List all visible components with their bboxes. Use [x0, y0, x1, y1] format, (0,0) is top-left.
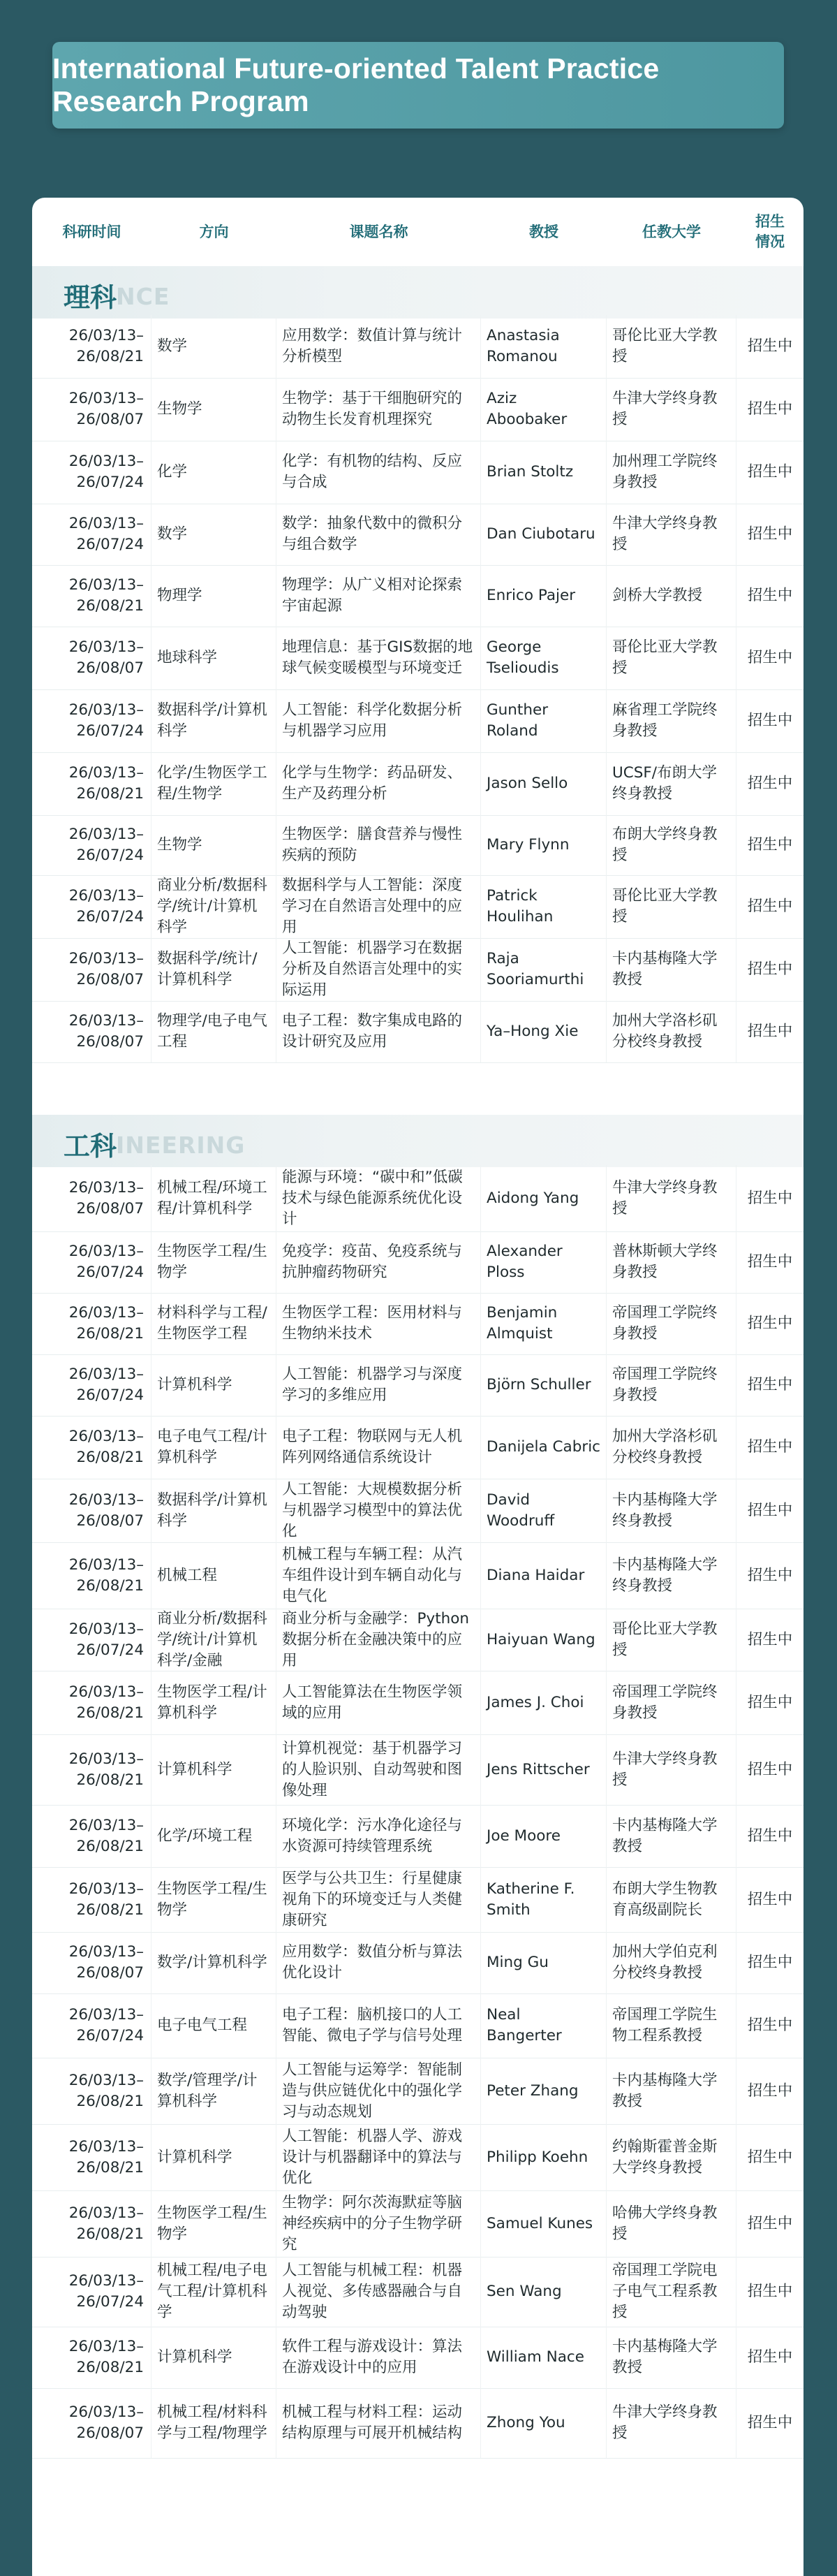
- header-university: 任教大学: [642, 223, 701, 240]
- cell-research-time: 26/03/13– 26/08/07: [32, 2388, 151, 2458]
- header-status: 招生 情况: [755, 213, 785, 250]
- cell-research-time: 26/03/13– 26/08/07: [32, 1479, 151, 1542]
- cell-university: 约翰斯霍普金斯大学终身教授: [607, 2124, 736, 2190]
- cell-status: 招生中: [747, 898, 793, 915]
- cell-direction: 化学: [151, 441, 276, 504]
- cell-university: 牛津大学终身教授: [607, 1734, 736, 1805]
- cell-direction: 机械工程/电子电气工程/计算机科学: [151, 2257, 276, 2327]
- cell-status: 招生中: [747, 649, 793, 666]
- header-time: 科研时间: [62, 223, 121, 240]
- cell-professor: Raja Sooriamurthi: [481, 938, 607, 1001]
- table-row: [32, 1479, 803, 1543]
- cell-university: 卡内基梅隆大学终身教授: [607, 1542, 736, 1609]
- section-watermark-text: INEERING: [116, 1132, 246, 1159]
- cell-direction: 数据科学/统计/计算机科学: [151, 938, 276, 1001]
- cell-university: 牛津大学终身教授: [607, 1165, 736, 1231]
- cell-professor: Samuel Kunes: [481, 2190, 607, 2257]
- cell-direction: 生物医学工程/生物学: [151, 1231, 276, 1293]
- cell-topic: 免疫学：疫苗、免疫系统与抗肿瘤药物研究: [276, 1231, 481, 1293]
- course-table-card: [32, 198, 803, 2576]
- cell-university: 卡内基梅隆大学教授: [607, 938, 736, 1001]
- cell-topic: 商业分析与金融学：Python数据分析在金融决策中的应用: [276, 1609, 481, 1671]
- cell-professor: Haiyuan Wang: [481, 1609, 607, 1671]
- cell-research-time: 26/03/13– 26/08/21: [32, 1542, 151, 1609]
- cell-direction: 电子电气工程: [151, 1993, 276, 2058]
- cell-status: 招生中: [747, 2017, 793, 2034]
- cell-status: 招生中: [747, 1827, 793, 1845]
- cell-topic: 人工智能：机器学习在数据分析及自然语言处理中的实际运用: [276, 938, 481, 1001]
- cell-university: 加州理工学院终身教授: [607, 441, 736, 504]
- table-row: [32, 627, 803, 690]
- cell-status: 招生中: [747, 712, 793, 729]
- cell-professor: Philipp Koehn: [481, 2124, 607, 2190]
- cell-professor: William Nace: [481, 2327, 607, 2388]
- cell-topic: 数据科学与人工智能：深度学习在自然语言处理中的应用: [276, 875, 481, 938]
- cell-professor: James J. Choi: [481, 1671, 607, 1734]
- cell-university: 卡内基梅隆大学终身教授: [607, 1479, 736, 1542]
- table-row: [32, 1293, 803, 1355]
- cell-status: 招生中: [747, 1189, 793, 1207]
- program-banner: [52, 42, 784, 129]
- cell-university: 帝国理工学院生物工程系教授: [607, 1993, 736, 2058]
- cell-research-time: 26/03/13– 26/07/24: [32, 1993, 151, 2058]
- cell-topic: 人工智能：大规模数据分析与机器学习模型中的算法优化: [276, 1479, 481, 1542]
- cell-direction: 数学/计算机科学: [151, 1932, 276, 1993]
- cell-direction: 生物医学工程/计算机科学: [151, 1671, 276, 1734]
- cell-professor: Jens Rittscher: [481, 1734, 607, 1805]
- cell-research-time: 26/03/13– 26/08/21: [32, 1293, 151, 1354]
- cell-topic: 人工智能与运筹学：智能制造与供应链优化中的强化学习与动态规划: [276, 2058, 481, 2124]
- table-row: [32, 378, 803, 441]
- cell-professor: Neal Bangerter: [481, 1993, 607, 2058]
- header-topic: 课题名称: [349, 223, 408, 240]
- cell-direction: 化学/环境工程: [151, 1805, 276, 1867]
- cell-topic: 医学与公共卫生：行星健康视角下的环境变迁与人类健康研究: [276, 1867, 481, 1932]
- cell-status: 招生中: [747, 1023, 793, 1040]
- table-row: [32, 2190, 803, 2257]
- cell-research-time: 26/03/13– 26/08/07: [32, 1001, 151, 1062]
- cell-direction: 计算机科学: [151, 2327, 276, 2388]
- cell-research-time: 26/03/13– 26/08/21: [32, 2327, 151, 2388]
- cell-professor: Ming Gu: [481, 1932, 607, 1993]
- table-row: [32, 2058, 803, 2125]
- cell-topic: 电子工程：脑机接口的人工智能、微电子学与信号处理: [276, 1993, 481, 2058]
- cell-direction: 数学: [151, 315, 276, 378]
- cell-topic: 能源与环境：“碳中和”低碳技术与绿色能源系统优化设计: [276, 1165, 481, 1231]
- cell-university: 帝国理工学院终身教授: [607, 1354, 736, 1416]
- cell-topic: 生物学：阿尔茨海默症等脑神经疾病中的分子生物学研究: [276, 2190, 481, 2257]
- cell-direction: 机械工程: [151, 1542, 276, 1609]
- cell-status: 招生中: [747, 1693, 793, 1711]
- cell-topic: 化学与生物学：药品研发、生产及药理分析: [276, 752, 481, 815]
- cell-university: 加州大学洛杉矶分校终身教授: [607, 1001, 736, 1062]
- cell-status: 招生中: [747, 1566, 793, 1584]
- table-row: [32, 1805, 803, 1868]
- cell-direction: 计算机科学: [151, 1734, 276, 1805]
- cell-direction: 计算机科学: [151, 1354, 276, 1416]
- cell-professor: Diana Haidar: [481, 1542, 607, 1609]
- cell-research-time: 26/03/13– 26/08/21: [32, 1734, 151, 1805]
- cell-university: 卡内基梅隆大学教授: [607, 2058, 736, 2124]
- cell-topic: 人工智能：科学化数据分析与机器学习应用: [276, 689, 481, 752]
- cell-university: 加州大学伯克利分校终身教授: [607, 1932, 736, 1993]
- cell-topic: 软件工程与游戏设计：算法在游戏设计中的应用: [276, 2327, 481, 2388]
- table-row: [32, 1734, 803, 1806]
- cell-status: 招生中: [747, 1760, 793, 1778]
- cell-status: 招生中: [747, 2414, 793, 2431]
- cell-research-time: 26/03/13– 26/08/21: [32, 1416, 151, 1479]
- cell-university: 布朗大学终身教授: [607, 815, 736, 875]
- cell-status: 招生中: [747, 836, 793, 854]
- cell-university: 哥伦比亚大学教授: [607, 627, 736, 689]
- table-row: [32, 1671, 803, 1735]
- cell-status: 招生中: [747, 587, 793, 604]
- cell-professor: Dan Ciubotaru: [481, 504, 607, 565]
- table-row: [32, 1354, 803, 1417]
- cell-research-time: 26/03/13– 26/08/21: [32, 2058, 151, 2124]
- cell-topic: 人工智能：机器学习与深度学习的多维应用: [276, 1354, 481, 1416]
- cell-professor: Ya–Hong Xie: [481, 1001, 607, 1062]
- cell-status: 招生中: [747, 2283, 793, 2300]
- cell-topic: 人工智能：机器人学、游戏设计与机器翻译中的算法与优化: [276, 2124, 481, 2190]
- table-row: [32, 875, 803, 939]
- cell-professor: Anastasia Romanou: [481, 315, 607, 378]
- cell-research-time: 26/03/13– 26/08/21: [32, 1671, 151, 1734]
- cell-research-time: 26/03/13– 26/07/24: [32, 1354, 151, 1416]
- cell-topic: 应用数学：数值分析与算法优化设计: [276, 1932, 481, 1993]
- cell-university: 加州大学洛杉矶分校终身教授: [607, 1416, 736, 1479]
- cell-research-time: 26/03/13– 26/08/07: [32, 1932, 151, 1993]
- cell-direction: 数学: [151, 504, 276, 565]
- cell-professor: Patrick Houlihan: [481, 875, 607, 938]
- cell-status: 招生中: [747, 775, 793, 792]
- cell-university: 哈佛大学终身教授: [607, 2190, 736, 2257]
- cell-professor: Benjamin Almquist: [481, 1293, 607, 1354]
- cell-status: 招生中: [747, 400, 793, 418]
- table-row: [32, 1993, 803, 2058]
- table-row: [32, 815, 803, 876]
- section-watermark-text: NCE: [116, 283, 170, 310]
- cell-direction: 生物医学工程/生物学: [151, 2190, 276, 2257]
- cell-research-time: 26/03/13– 26/08/21: [32, 1867, 151, 1932]
- cell-direction: 材料科学与工程/生物医学工程: [151, 1293, 276, 1354]
- cell-university: 帝国理工学院终身教授: [607, 1671, 736, 1734]
- cell-direction: 物理学: [151, 565, 276, 627]
- cell-research-time: 26/03/13– 26/08/07: [32, 378, 151, 441]
- cell-research-time: 26/03/13– 26/08/07: [32, 627, 151, 689]
- cell-university: 卡内基梅隆大学教授: [607, 2327, 736, 2388]
- cell-topic: 生物医学：膳食营养与慢性疾病的预防: [276, 815, 481, 875]
- cell-topic: 物理学：从广义相对论探索宇宙起源: [276, 565, 481, 627]
- cell-professor: Mary Flynn: [481, 815, 607, 875]
- cell-status: 招生中: [747, 1253, 793, 1271]
- cell-university: UCSF/布朗大学终身教授: [607, 752, 736, 815]
- table-row: [32, 689, 803, 753]
- cell-research-time: 26/03/13– 26/07/24: [32, 2257, 151, 2327]
- cell-research-time: 26/03/13– 26/07/24: [32, 689, 151, 752]
- cell-status: 招生中: [747, 337, 793, 355]
- section-label: 理科: [64, 282, 117, 313]
- table-row: [32, 752, 803, 816]
- cell-university: 帝国理工学院电子电气工程系教授: [607, 2257, 736, 2327]
- cell-status: 招生中: [747, 525, 793, 543]
- table-row: [32, 1001, 803, 1063]
- cell-research-time: 26/03/13– 26/07/24: [32, 875, 151, 938]
- table-row: [32, 1165, 803, 1232]
- cell-university: 布朗大学生物教育高级副院长: [607, 1867, 736, 1932]
- cell-status: 招生中: [747, 1376, 793, 1393]
- cell-direction: 机械工程/材料科学与工程/物理学: [151, 2388, 276, 2458]
- table-header-row: [32, 198, 803, 266]
- cell-topic: 地理信息：基于GIS数据的地球气候变暖模型与环境变迁: [276, 627, 481, 689]
- cell-research-time: 26/03/13– 26/08/21: [32, 315, 151, 378]
- cell-university: 牛津大学终身教授: [607, 378, 736, 441]
- cell-direction: 生物医学工程/生物学: [151, 1867, 276, 1932]
- cell-professor: Aziz Aboobaker: [481, 378, 607, 441]
- section-header: [32, 266, 803, 319]
- section-label: 工科: [64, 1131, 117, 1162]
- cell-professor: Aidong Yang: [481, 1165, 607, 1231]
- cell-professor: George Tselioudis: [481, 627, 607, 689]
- table-row: [32, 1542, 803, 1609]
- cell-direction: 数据科学/计算机科学: [151, 689, 276, 752]
- table-row: [32, 2388, 803, 2459]
- cell-professor: Alexander Ploss: [481, 1231, 607, 1293]
- cell-university: 哥伦比亚大学教授: [607, 315, 736, 378]
- cell-direction: 数据科学/计算机科学: [151, 1479, 276, 1542]
- cell-status: 招生中: [747, 1954, 793, 1971]
- cell-direction: 物理学/电子电气工程: [151, 1001, 276, 1062]
- cell-topic: 生物学：基于干细胞研究的动物生长发育机理探究: [276, 378, 481, 441]
- cell-status: 招生中: [747, 2348, 793, 2366]
- table-row: [32, 2124, 803, 2191]
- table-row: [32, 315, 803, 379]
- cell-university: 剑桥大学教授: [607, 565, 736, 627]
- cell-university: 普林斯顿大学终身教授: [607, 1231, 736, 1293]
- cell-direction: 商业分析/数据科学/统计/计算机科学: [151, 875, 276, 938]
- cell-research-time: 26/03/13– 26/08/21: [32, 565, 151, 627]
- cell-professor: Zhong You: [481, 2388, 607, 2458]
- cell-status: 招生中: [747, 463, 793, 481]
- cell-research-time: 26/03/13– 26/08/07: [32, 938, 151, 1001]
- cell-research-time: 26/03/13– 26/08/21: [32, 752, 151, 815]
- cell-topic: 化学：有机物的结构、反应与合成: [276, 441, 481, 504]
- cell-professor: Jason Sello: [481, 752, 607, 815]
- cell-research-time: 26/03/13– 26/08/21: [32, 1805, 151, 1867]
- header-professor: 教授: [529, 223, 558, 240]
- table-row: [32, 565, 803, 627]
- header-direction: 方向: [199, 223, 229, 240]
- cell-direction: 生物学: [151, 378, 276, 441]
- cell-status: 招生中: [747, 2214, 793, 2232]
- cell-topic: 应用数学：数值计算与统计分析模型: [276, 315, 481, 378]
- cell-research-time: 26/03/13– 26/08/21: [32, 2190, 151, 2257]
- cell-research-time: 26/03/13– 26/07/24: [32, 1231, 151, 1293]
- cell-university: 帝国理工学院终身教授: [607, 1293, 736, 1354]
- cell-professor: David Woodruff: [481, 1479, 607, 1542]
- table-row: [32, 1609, 803, 1671]
- cell-topic: 机械工程与车辆工程：从汽车组件设计到车辆自动化与电气化: [276, 1542, 481, 1609]
- cell-university: 卡内基梅隆大学教授: [607, 1805, 736, 1867]
- cell-professor: Katherine F. Smith: [481, 1867, 607, 1932]
- table-row: [32, 1867, 803, 1933]
- cell-status: 招生中: [747, 1630, 793, 1648]
- cell-professor: Sen Wang: [481, 2257, 607, 2327]
- cell-status: 招生中: [747, 1501, 793, 1519]
- table-row: [32, 2327, 803, 2389]
- cell-direction: 电子电气工程/计算机科学: [151, 1416, 276, 1479]
- cell-professor: Joe Moore: [481, 1805, 607, 1867]
- cell-topic: 生物医学工程：医用材料与生物纳米技术: [276, 1293, 481, 1354]
- cell-topic: 计算机视觉：基于机器学习的人脸识别、自动驾驶和图像处理: [276, 1734, 481, 1805]
- cell-direction: 机械工程/环境工程/计算机科学: [151, 1165, 276, 1231]
- cell-professor: Björn Schuller: [481, 1354, 607, 1416]
- section-header: [32, 1115, 803, 1167]
- table-row: [32, 2257, 803, 2327]
- cell-professor: Danijela Cabric: [481, 1416, 607, 1479]
- cell-direction: 商业分析/数据科学/统计/计算机科学/金融: [151, 1609, 276, 1671]
- cell-direction: 化学/生物医学工程/生物学: [151, 752, 276, 815]
- cell-topic: 电子工程：物联网与无人机阵列网络通信系统设计: [276, 1416, 481, 1479]
- program-title: International Future-oriented Talent Practice Research Program: [52, 52, 660, 117]
- cell-university: 哥伦比亚大学教授: [607, 875, 736, 938]
- cell-research-time: 26/03/13– 26/07/24: [32, 815, 151, 875]
- table-row: [32, 441, 803, 504]
- table-row: [32, 1416, 803, 1479]
- cell-direction: 生物学: [151, 815, 276, 875]
- cell-university: 牛津大学终身教授: [607, 504, 736, 565]
- cell-university: 牛津大学终身教授: [607, 2388, 736, 2458]
- cell-research-time: 26/03/13– 26/07/24: [32, 1609, 151, 1671]
- cell-topic: 人工智能与机械工程：机器人视觉、多传感器融合与自动驾驶: [276, 2257, 481, 2327]
- cell-professor: Brian Stoltz: [481, 441, 607, 504]
- cell-professor: Peter Zhang: [481, 2058, 607, 2124]
- cell-professor: Enrico Pajer: [481, 565, 607, 627]
- cell-status: 招生中: [747, 2081, 793, 2100]
- cell-direction: 地球科学: [151, 627, 276, 689]
- table-row: [32, 1932, 803, 1994]
- cell-topic: 人工智能算法在生物医学领域的应用: [276, 1671, 481, 1734]
- cell-status: 招生中: [747, 1315, 793, 1332]
- cell-status: 招生中: [747, 960, 793, 978]
- cell-status: 招生中: [747, 2148, 793, 2166]
- cell-professor: Gunther Roland: [481, 689, 607, 752]
- table-row: [32, 504, 803, 566]
- table-row: [32, 938, 803, 1002]
- cell-direction: 计算机科学: [151, 2124, 276, 2190]
- cell-research-time: 26/03/13– 26/08/07: [32, 1165, 151, 1231]
- cell-university: 麻省理工学院终身教授: [607, 689, 736, 752]
- cell-status: 招生中: [747, 1890, 793, 1908]
- cell-research-time: 26/03/13– 26/07/24: [32, 504, 151, 565]
- cell-topic: 环境化学：污水净化途径与水资源可持续管理系统: [276, 1805, 481, 1867]
- cell-topic: 数学：抽象代数中的微积分与组合数学: [276, 504, 481, 565]
- cell-research-time: 26/03/13– 26/08/21: [32, 2124, 151, 2190]
- cell-status: 招生中: [747, 1438, 793, 1456]
- cell-direction: 数学/管理学/计算机科学: [151, 2058, 276, 2124]
- cell-topic: 机械工程与材料工程：运动结构原理与可展开机械结构: [276, 2388, 481, 2458]
- cell-topic: 电子工程：数字集成电路的设计研究及应用: [276, 1001, 481, 1062]
- cell-research-time: 26/03/13– 26/07/24: [32, 441, 151, 504]
- cell-university: 哥伦比亚大学教授: [607, 1609, 736, 1671]
- table-row: [32, 1231, 803, 1294]
